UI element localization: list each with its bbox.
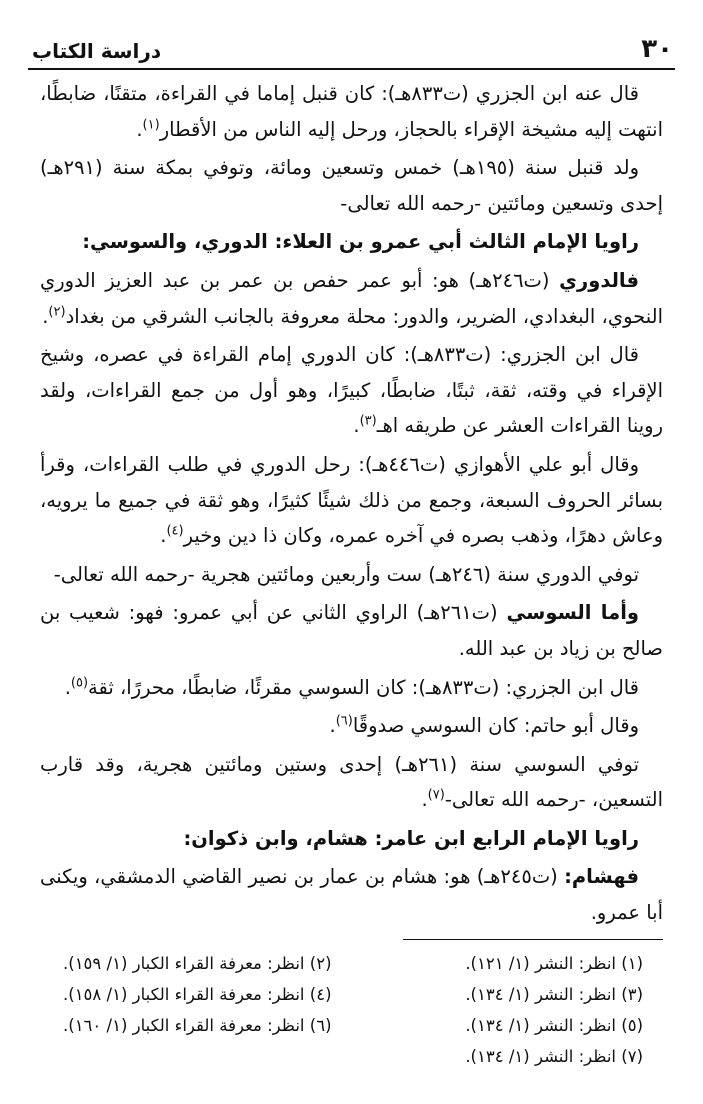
paragraph-text: (ت٢٦١هـ) الراوي الثاني عن أبي عمرو: فهو: شعيب بن صالح بن زياد بن عبد الله. [40,601,663,660]
footnote-marker: (١) [142,117,160,133]
paragraph-text: وقال أبو علي الأهوازي (ت٤٤٦هـ): رحل الدوري في طلب القراءات، وقرأ بسائر الحروف السبعة، وجمع من ذلك شيئًا كثيرًا، وهو ثقة في جميع ما يرويه، وعاش دهرًا، وذهب بصره في آخره عمره، وكان ذا دين وخير [40,452,663,548]
footnote-row [40,948,663,979]
footnote-separator [403,939,663,940]
paragraph [40,150,663,221]
section-heading: راويا الإمام الرابع ابن عامر: هشام، وابن ذكوان: [183,826,639,850]
paragraph-text: توفي الدوري سنة (٢٤٦هـ) ست وأربعين ومائتين هجرية -رحمه الله تعالى- [53,562,639,586]
paragraph: قال عنه ابن الجزري (ت٨٣٣هـ): كان قنبل إماما في القراءة، متقنًا، ضابطًا، انتهت إليه مشيخة الإقراء بالحجاز، ورحل إليه الناس من الأقطار$^{(١)}$. [40,82,663,141]
footnote-row [40,979,663,1010]
footnote: (٧) انظر: النشر (١/ ١٣٤). [465,1047,643,1066]
lead-term: وأما السوسي [506,601,639,625]
footnote-row [40,1041,663,1072]
footnote-row [40,1010,663,1041]
paragraph [40,595,663,666]
paragraph-text: (ت٢٤٥هـ) هو: هشام بن عمار بن نصير القاضي الدمشقي، ويكنى أبا عمرو. [40,865,663,925]
footnote: (١) انظر: النشر (١/ ١٢١). [465,954,643,973]
main-text [40,76,663,934]
paragraph: قال ابن الجزري: (ت٨٣٣هـ): كان السوسي مقرئًا، ضابطًا، محررًا، ثقة$^{(٥)}$. [64,675,639,699]
footnote-marker: (٧) [427,787,445,803]
paragraph: فالدوري (ت٢٤٦هـ) هو: أبو عمر حفص بن عمر بن عبد العزيز الدوري النحوي، البغدادي، الضرير، والدور: محلة معروفة بالجانب الشرقي من بغداد$^{(٢)}$. [40,268,663,328]
paragraph-text: قال عنه ابن الجزري (ت٨٣٣هـ): كان قنبل إماما في القراءة، متقنًا، ضابطًا، انتهت إليه مشيخة الإقراء بالحجاز، ورحل إليه الناس من الأقطار [40,82,663,141]
paragraph: توفي السوسي سنة (٢٦١هـ) إحدى وستين ومائتين هجرية، وقد قارب التسعين، -رحمه الله تعالى-$^{(٧)}$. [40,752,663,812]
running-title: دراسة الكتاب [32,39,162,63]
paragraph: قال ابن الجزري: (ت٨٣٣هـ): كان الدوري إمام القراءة في عصره، وشيخ الإقراء في وقته، ثقة، ثبتًا، ضابطًا، كبيرًا، وهو أول من جمع القراءات، ولقد روينا القراءات العشر عن طريقه اهـ$^{(٣)}$. [40,343,663,438]
paragraph: وقال أبو علي الأهوازي (ت٤٤٦هـ): رحل الدوري في طلب القراءات، وقرأ بسائر الحروف السبعة، وجمع من ذلك شيئًا كثيرًا، وهو ثقة في جميع ما يرويه، وعاش دهرًا، وذهب بصره في آخره عمره، وكان ذا دين وخير$^{(٤)}$. [40,452,663,548]
footnotes [40,948,663,1072]
paragraph-text: ولد قنبل سنة (١٩٥هـ) خمس وتسعين ومائة، وتوفي بمكة سنة (٢٩١هـ) إحدى وتسعين ومائتين -رحمه الله تعالى- [40,156,663,215]
section-heading: راويا الإمام الثالث أبي عمرو بن العلاء: الدوري، والسوسي: [82,230,639,254]
paragraph [40,859,663,930]
footnote: (٣) انظر: النشر (١/ ١٣٤). [465,985,643,1004]
header-rule [28,68,675,70]
page-number: ٣٠ [641,34,673,64]
lead-term: فالدوري [559,268,640,292]
paragraph-text: قال ابن الجزري: (ت٨٣٣هـ): كان الدوري إمام القراءة في عصره، وشيخ الإقراء في وقته، ثقة، ثبتًا، ضابطًا، كبيرًا، وهو أول من جمع القراءات، ولقد روينا القراءات العشر عن طريقه اهـ [40,343,663,438]
footnote-marker: (٢) [48,304,66,320]
paragraph [40,557,663,593]
paragraph-text: (ت٢٤٦هـ) هو: أبو عمر حفص بن عمر بن عبد العزيز الدوري النحوي، البغدادي، الضرير، والدور: محلة معروفة بالجانب الشرقي من بغداد [40,268,663,328]
footnote-marker: (٤) [166,523,184,539]
footnote-marker: (٣) [359,413,377,429]
footnote-marker: (٦) [335,713,353,729]
footnote: (٢) انظر: معرفة القراء الكبار (١/ ١٥٩). [63,954,332,973]
page-header [28,28,675,68]
lead-term: فهشام: [564,865,639,889]
paragraph-text: وقال أبو حاتم: كان السوسي صدوقًا [352,714,639,738]
paragraph: وقال أبو حاتم: كان السوسي صدوقًا$^{(٦)}$. [329,713,639,738]
footnote-marker: (٥) [70,675,89,690]
paragraph-text: قال ابن الجزري: (ت٨٣٣هـ): كان السوسي مقرئًا، ضابطًا، محررًا، ثقة [88,675,639,699]
footnote: (٥) انظر: النشر (١/ ١٣٤). [465,1016,643,1035]
footnote: (٤) انظر: معرفة القراء الكبار (١/ ١٥٨). [63,985,332,1004]
footnote: (٦) انظر: معرفة القراء الكبار (١/ ١٦٠). [63,1016,332,1035]
paragraph-text: توفي السوسي سنة (٢٦١هـ) إحدى وستين ومائتين هجرية، وقد قارب التسعين، -رحمه الله تعالى- [40,752,663,812]
